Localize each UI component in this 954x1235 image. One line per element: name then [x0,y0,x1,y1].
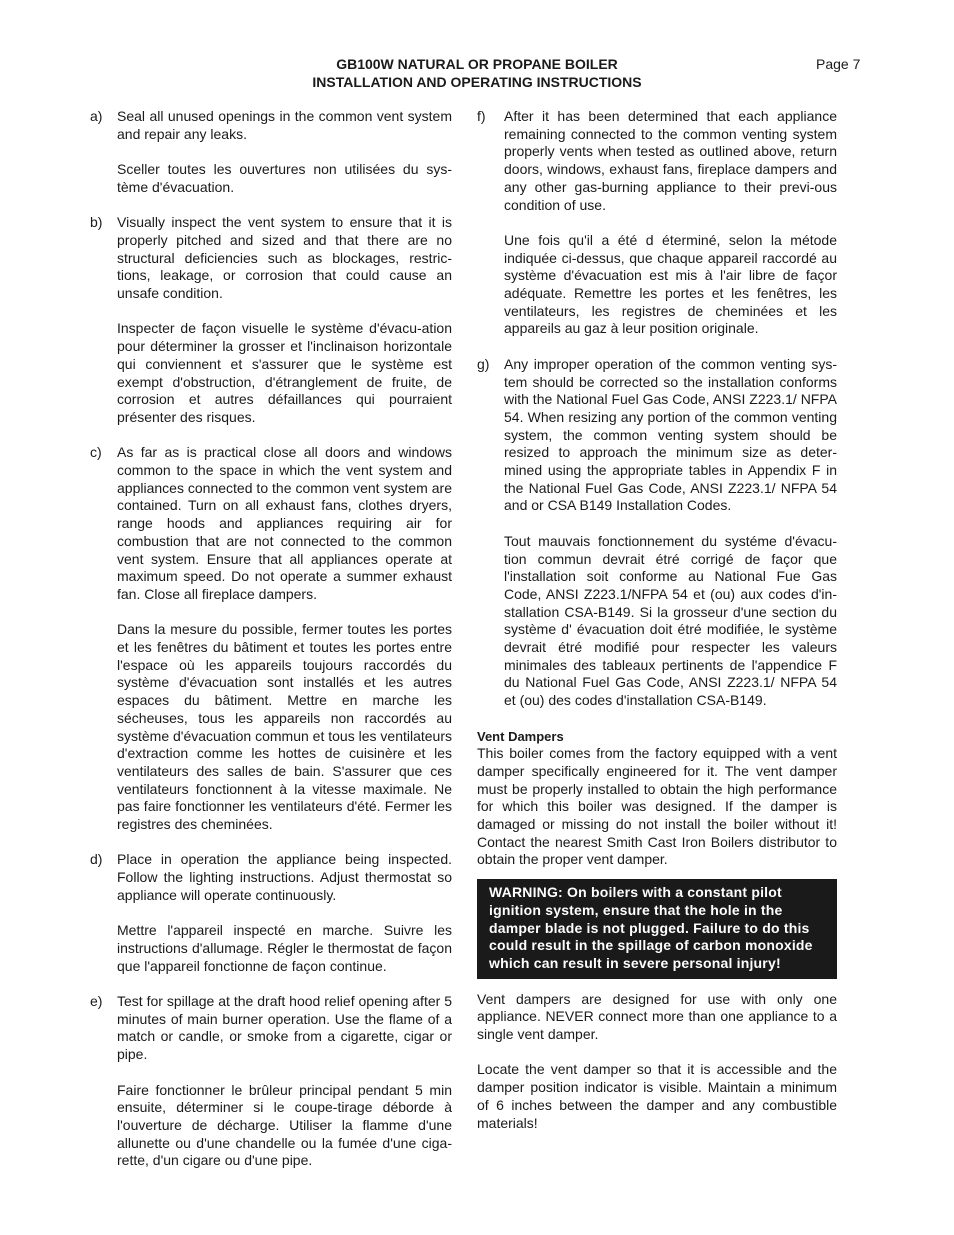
item-letter: e) [90,993,103,1010]
document-subtitle: INSTALLATION AND OPERATING INSTRUCTIONS [312,73,642,90]
item-text-french: Tout mauvais fonctionnement du systéme d'évacu-tion commun devrait étré corrigé de façor que l'installation soit conforme au National Fue Gas Code, ANSI Z223.1/NFPA 54 et (ou) aux codes d'in-stallation CSA-B149. Si la grosseur d'une section du système d' évacuation doit étré modifiée, le système devrait étré modifié pour respecter les valeurs minimales des tableaux pertinents de l'appendice F du National Fuel Gas Code, ANSI Z223.1/ NFPA 54 et (ou) des codes d'installation CSA-B149. [504,532,837,709]
warning-text: WARNING: On boilers with a constant pilot ignition system, ensure that the hole in the damper blade is not plugged. Failure to do this could result in the spillage of carbon monoxide which can result in severe personal injury! [489,884,813,971]
item-text-english: Visually inspect the vent system to ensure that it is properly pitched and sized and that there are no structural deficiencies such as blockages, restric-tions, leakage, or corrosion that could cause an unsafe condition. [117,214,452,301]
vent-dampers-intro: This boiler comes from the factory equipped with a vent damper specifically engineered for it. The vent damper must be properly installed to obtain the high performance for which this boiler was designed. If the damper is damaged or missing do not install the boiler without it! Contact the nearest Smith Cast Iron Boilers distributor to obtain the proper vent damper. [477,745,837,868]
item-letter: g) [477,355,490,372]
vent-dampers-section [477,728,837,1133]
list-item-d [90,851,452,975]
warning-box [477,879,837,979]
vent-dampers-paragraph: Locate the vent damper so that it is accessible and the damper position indicator is visible. Maintain a minimum of 6 inches between the damper and any combustible materials! [477,1061,837,1131]
item-letter: a) [90,108,103,124]
item-text-english: After it has been determined that each appliance remaining connected to the common venting system properly vents when tested as outlined above, return doors, windows, exhaust fans, fireplace dampers and any other gas-burning appliance to their previ-ous condition of use. [504,108,837,213]
item-text-french: Dans la mesure du possible, fermer toutes les portes et les fenêtres du bâtiment et toutes les portes entre l'espace où les appareils toujours raccordés du système d'évacuation sont installés et les autres espaces du bâtiment. Mettre en marche les sécheuses, tous les appareils non raccordés au système d'évacuation commun et tous les ventilateurs d'extraction comme les hottes de cuisinère et les ventilateurs des salles de bain. S'assurer que ces ventilateurs fonctionnent à la vitesse maximale. Ne pas faire fonctionner les ventilateurs d'été. Fermer les registres des cheminées. [117,621,452,833]
item-letter: c) [90,444,102,461]
item-text-french: Sceller toutes les ouvertures non utilisées du sys-tème d'évacuation. [117,161,452,195]
item-text-french: Inspecter de façon visuelle le système d'évacu-ation pour déterminer la grosser et l'inclinaison horizontale qui conviennent et s'assurer que le système est exempt d'obstruction, d'étranglement de fruite, de corrosion et autres défaillances qui pourraient présenter des risques. [117,320,452,425]
vent-dampers-paragraph: Vent dampers are designed for use with only one appliance. NEVER connect more than one appliance to a single vent damper. [477,990,837,1043]
item-text-english: Place in operation the appliance being inspected. Follow the lighting instructions. Adjust thermostat so appliance will operate continuously. [117,851,452,903]
item-text-english: Seal all unused openings in the common vent system and repair any leaks. [117,108,452,142]
item-text-french: Mettre l'appareil inspecté en marche. Suivre les instructions d'allumage. Régler le thermostat de façon que l'appareil fonctionne de façon continue. [117,922,452,974]
list-item-a [90,108,452,197]
section-heading: Vent Dampers [477,728,564,744]
list-item-c [90,444,452,833]
item-letter: d) [90,851,103,868]
page-number: Page 7 [816,56,861,72]
list-item-b [90,214,452,426]
list-item-e [90,993,452,1170]
page-header [0,56,954,91]
item-text-french: Une fois qu'il a été d éterminé, selon la métode indiquée ci-dessus, que chaque appareil raccordé au système d'évacuation est mis à l'air libre de façor adéquate. Remettre les portes et les fenêtres, les ventilateurs, les registres de cheminées et les appareils au gaz à leur position originale. [504,231,837,337]
item-letter: b) [90,214,103,231]
right-column [477,108,837,1150]
item-text-french: Faire fonctionner le brûleur principal pendant 5 min ensuite, déterminer si le coupe-tirage déborde à l'ouverture de décharge. Utiliser la flamme d'une allunette ou d'une chandelle ou la fumée d'une ciga-rette, d'un cigare ou d'une pipe. [117,1081,452,1169]
item-text-english: As far as is practical close all doors and windows common to the space in which the vent system and appliances connected to the common vent system are contained. Turn on all exhaust fans, clothes dryers, range hoods and appliances requiring air for combustion that are not connected to the common vent system. Ensure that all appliances operate at maximum speed. Do not operate a summer exhaust fan. Close all fireplace dampers. [117,444,452,602]
list-item-f [477,108,837,338]
item-letter: f) [477,108,486,124]
list-item-g [477,356,837,710]
item-text-english: Any improper operation of the common venting sys-tem should be corrected so the installation conforms with the National Fuel Gas Code, ANSI Z223.1/ NFPA 54. When resizing any portion of the common venting system, the common venting system should be resized to approach the minimum size as deter-mined using the appropriate tables in Appendix F in the National Fuel Gas Code, ANSI Z223.1/ NFPA 54 and or CSA B149 Installation Codes. [504,355,837,514]
item-text-english: Test for spillage at the draft hood relief opening after 5 minutes of main burner operation. Use the flame of a match or candle, or smoke from a cigarette, cigar or pipe. [117,993,452,1063]
document-title: GB100W NATURAL OR PROPANE BOILER [336,56,618,72]
left-column [90,108,452,1188]
